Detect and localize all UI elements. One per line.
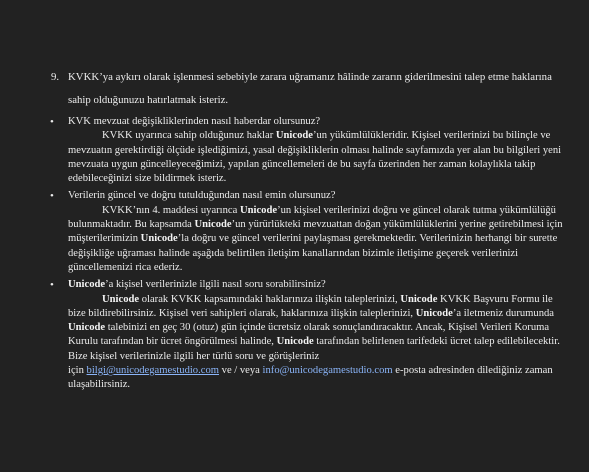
contact-text: e-posta adresinden dilediğiniz zaman ulaşabilirsiniz. xyxy=(68,365,553,391)
brand-name: Unicode xyxy=(68,322,106,334)
question-text: ’a kişisel verilerinizle ilgili nasıl soru sorabilirsiniz? xyxy=(105,279,326,291)
brand-name: Unicode xyxy=(140,233,178,245)
answer-text: ’un yürürlükteki mevzuattan doğan yükümlülüklerini yerine getirebilmesi için müşterilerimizin xyxy=(68,219,563,245)
brand-name: Unicode xyxy=(276,336,314,348)
answer-text: ’la doğru ve güncel verilerini paylaşması gerekmektedir. Verilerinizin herhangi bir surette değişikliğe uğraması halinde aşağıda belirtilen iletişim kanallarından bizimle iletişime geçerek verilerinizi güncellemenizi rica ederiz. xyxy=(68,233,558,273)
brand-name: Unicode xyxy=(239,204,278,216)
document-body xyxy=(0,66,589,393)
bullet-icon: • xyxy=(50,279,54,292)
email-text-info: info@unicodegamestudio.com xyxy=(262,365,393,377)
brand-name: Unicode xyxy=(415,307,453,319)
item-9-text: KVKK’ya aykırı olarak işlenmesi sebebiyle zarara uğramanız hâlinde zararın giderilmesini talep etme haklarına sahip olduğunuzu hatırlatmak isteriz. xyxy=(68,71,552,106)
contact-text: Bize kişisel verilerinizle ilgili her türlü soru ve görüşleriniz xyxy=(68,350,320,362)
answer-text: KVKK’nın 4. maddesi uyarınca xyxy=(102,204,240,216)
contact-text: için xyxy=(68,365,87,377)
email-link-bilgi[interactable]: bilgi@unicodegamestudio.com xyxy=(86,365,219,377)
bullet-icon: • xyxy=(50,116,54,128)
faq-item-soru xyxy=(0,278,589,392)
answer-text: ’un yükümlülükleridir. Kişisel verilerinizi bu bilinçle ve mevzuatın gerektirdiği ölçüde işlediğimizi, yasal değişikliklerin olması halinde sayfamızda yer alan bu bilgileri yeni mevzuata uygun güncelleyeceğimizi, yapılan güncellemeleri de bu sayfa üzerinden her zaman kolaylıkla takip edebileceğinizi size bildirmek isteriz. xyxy=(68,130,562,185)
faq-item-guncel-veri xyxy=(0,189,589,275)
brand-name: Unicode xyxy=(400,293,438,305)
answer-text: KVKK uyarınca sahip olduğunuz haklar xyxy=(102,130,276,142)
question-mevzuat: KVK mevzuat değişikliklerinden nasıl haberdar olursunuz? xyxy=(68,116,321,127)
answer-text: ’a iletmeniz durumunda xyxy=(452,307,555,319)
brand-name: Unicode xyxy=(194,219,232,231)
answer-text: KVKK Başvuru Formu ile bize bildirebilirsiniz. Kişisel veri sahipleri olarak, haklarınıza ilişkin taleplerinizi, xyxy=(68,293,553,319)
question-guncel-veri: Verilerin güncel ve doğru tutulduğundan nasıl emin olursunuz? xyxy=(68,190,336,202)
brand-name: Unicode xyxy=(275,130,313,142)
list-item-9 xyxy=(0,66,589,112)
answer-text: talebinizi en geç 30 (otuz) gün içinde ücretsiz olarak sonuçlandıracaktır. Ancak, Kişisel Verileri Koruma Kurulu tarafından bir ücret öngörülmesi halinde, xyxy=(68,322,550,348)
answer-text: ’un kişisel verilerinizi doğru ve güncel olarak tutma yükümlülüğü bulunmaktadır. Bu kapsamda xyxy=(68,204,556,231)
question-soru xyxy=(68,278,569,292)
answer-text: tarafından belirlenen tarifedeki ücret talep edilebilecektir. xyxy=(313,336,560,348)
contact-text: ve / veya xyxy=(219,365,263,377)
brand-name: Unicode xyxy=(68,279,106,291)
bullet-icon: • xyxy=(50,190,54,203)
faq-item-mevzuat xyxy=(0,115,589,186)
brand-name: Unicode xyxy=(102,293,140,305)
answer-text: olarak KVKK kapsamındaki haklarınıza ilişkin taleplerinizi, xyxy=(139,293,401,305)
list-number: 9. xyxy=(51,71,60,83)
